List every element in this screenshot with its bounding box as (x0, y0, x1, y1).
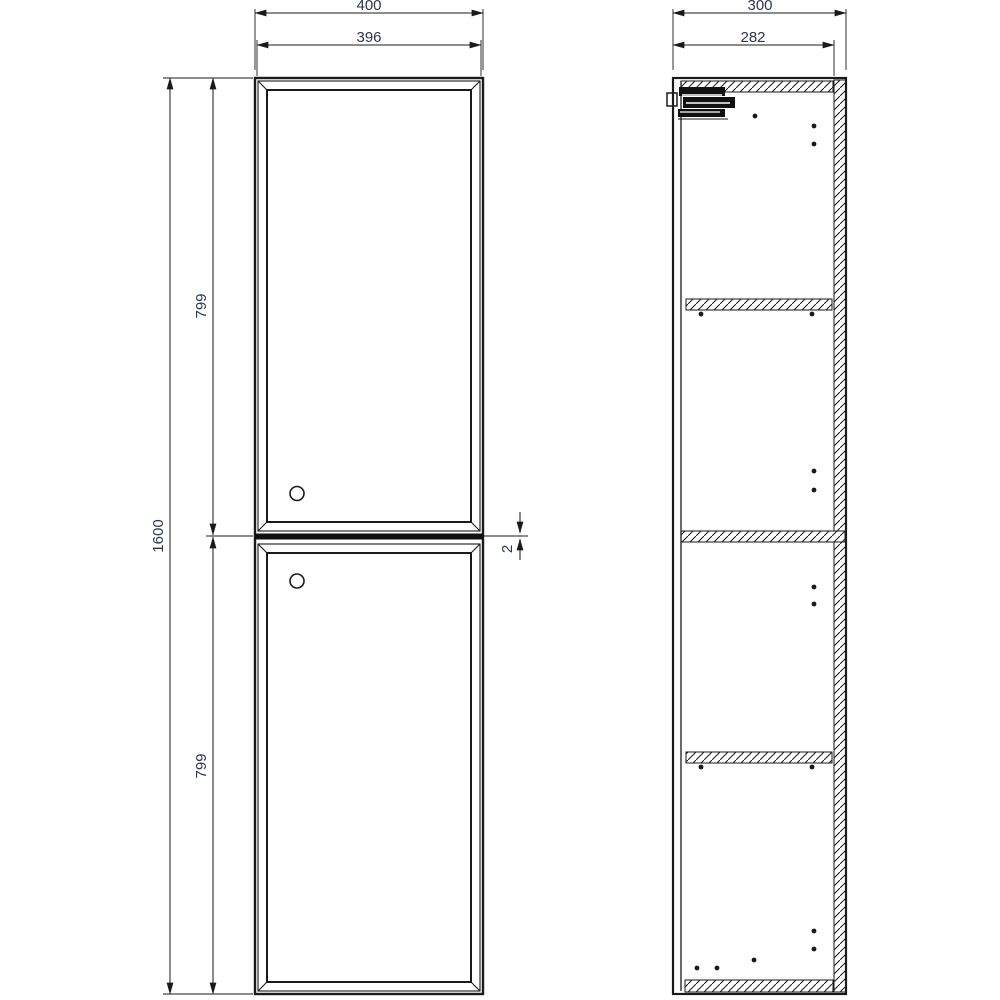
dim-label-front-upper-door-height: 799 (193, 293, 210, 319)
dim-label-front-door-gap: 2 (499, 544, 516, 554)
upper-door-edge (258, 81, 480, 531)
dim-front-upper-door-height (193, 78, 253, 536)
dim-label-front-overall-width: 400 (356, 0, 382, 14)
upper-door-bevel-corner-tl (258, 81, 267, 90)
upper-door-bevel-corner-bl (258, 522, 267, 531)
side-shelf-lower (686, 752, 832, 763)
fitting-hole (812, 488, 817, 493)
side-shelf-upper (686, 299, 832, 310)
side-lower-door-section (834, 542, 846, 992)
upper-door-bevel-corner-tr (471, 81, 480, 90)
shelf-pin (810, 312, 815, 317)
dim-front-door-gap (483, 512, 528, 560)
lower-door-bevel-corner-tl (258, 544, 267, 553)
side-view (667, 0, 846, 994)
fitting-hole (812, 929, 817, 934)
dim-label-front-lower-door-height: 799 (193, 753, 210, 779)
fitting-hole (695, 966, 700, 971)
dim-front-door-width (257, 29, 481, 76)
shelf-pin (699, 312, 704, 317)
lower-door-bevel-corner-tr (471, 544, 480, 553)
lower-door-handle-hole (290, 574, 304, 588)
dim-label-side-inner-depth: 282 (740, 29, 766, 46)
fitting-hole (812, 602, 817, 607)
dim-label-front-door-width: 396 (356, 29, 382, 46)
upper-door-bevel-corner-br (471, 522, 480, 531)
upper-door-panel-bevel (267, 90, 471, 522)
shelf-pin (699, 765, 704, 770)
door-gap-band (255, 534, 483, 540)
fitting-hole (812, 585, 817, 590)
fitting-hole (753, 114, 758, 119)
dim-label-side-overall-depth: 300 (747, 0, 773, 14)
lower-door-panel-bevel (267, 553, 471, 982)
fitting-hole (812, 142, 817, 147)
upper-door-handle-hole (290, 487, 304, 501)
lower-door-edge (258, 544, 480, 991)
fitting-hole (715, 966, 720, 971)
lower-door-bevel-corner-br (471, 982, 480, 991)
shelf-pin (810, 765, 815, 770)
dim-label-front-overall-height: 1600 (150, 519, 167, 553)
dim-front-lower-door-height (193, 537, 213, 994)
front-upper-door (258, 81, 480, 531)
side-bottom-panel (685, 980, 833, 992)
front-lower-door (258, 544, 480, 991)
side-upper-door-section (834, 80, 846, 531)
wall-bracket (667, 87, 735, 119)
front-view (150, 0, 528, 994)
side-middle-panel (681, 531, 845, 542)
fitting-hole (812, 469, 817, 474)
dim-side-inner-depth (673, 29, 834, 76)
fitting-hole (752, 958, 757, 963)
lower-door-bevel-corner-bl (258, 982, 267, 991)
fitting-hole (812, 947, 817, 952)
fitting-hole (812, 124, 817, 129)
